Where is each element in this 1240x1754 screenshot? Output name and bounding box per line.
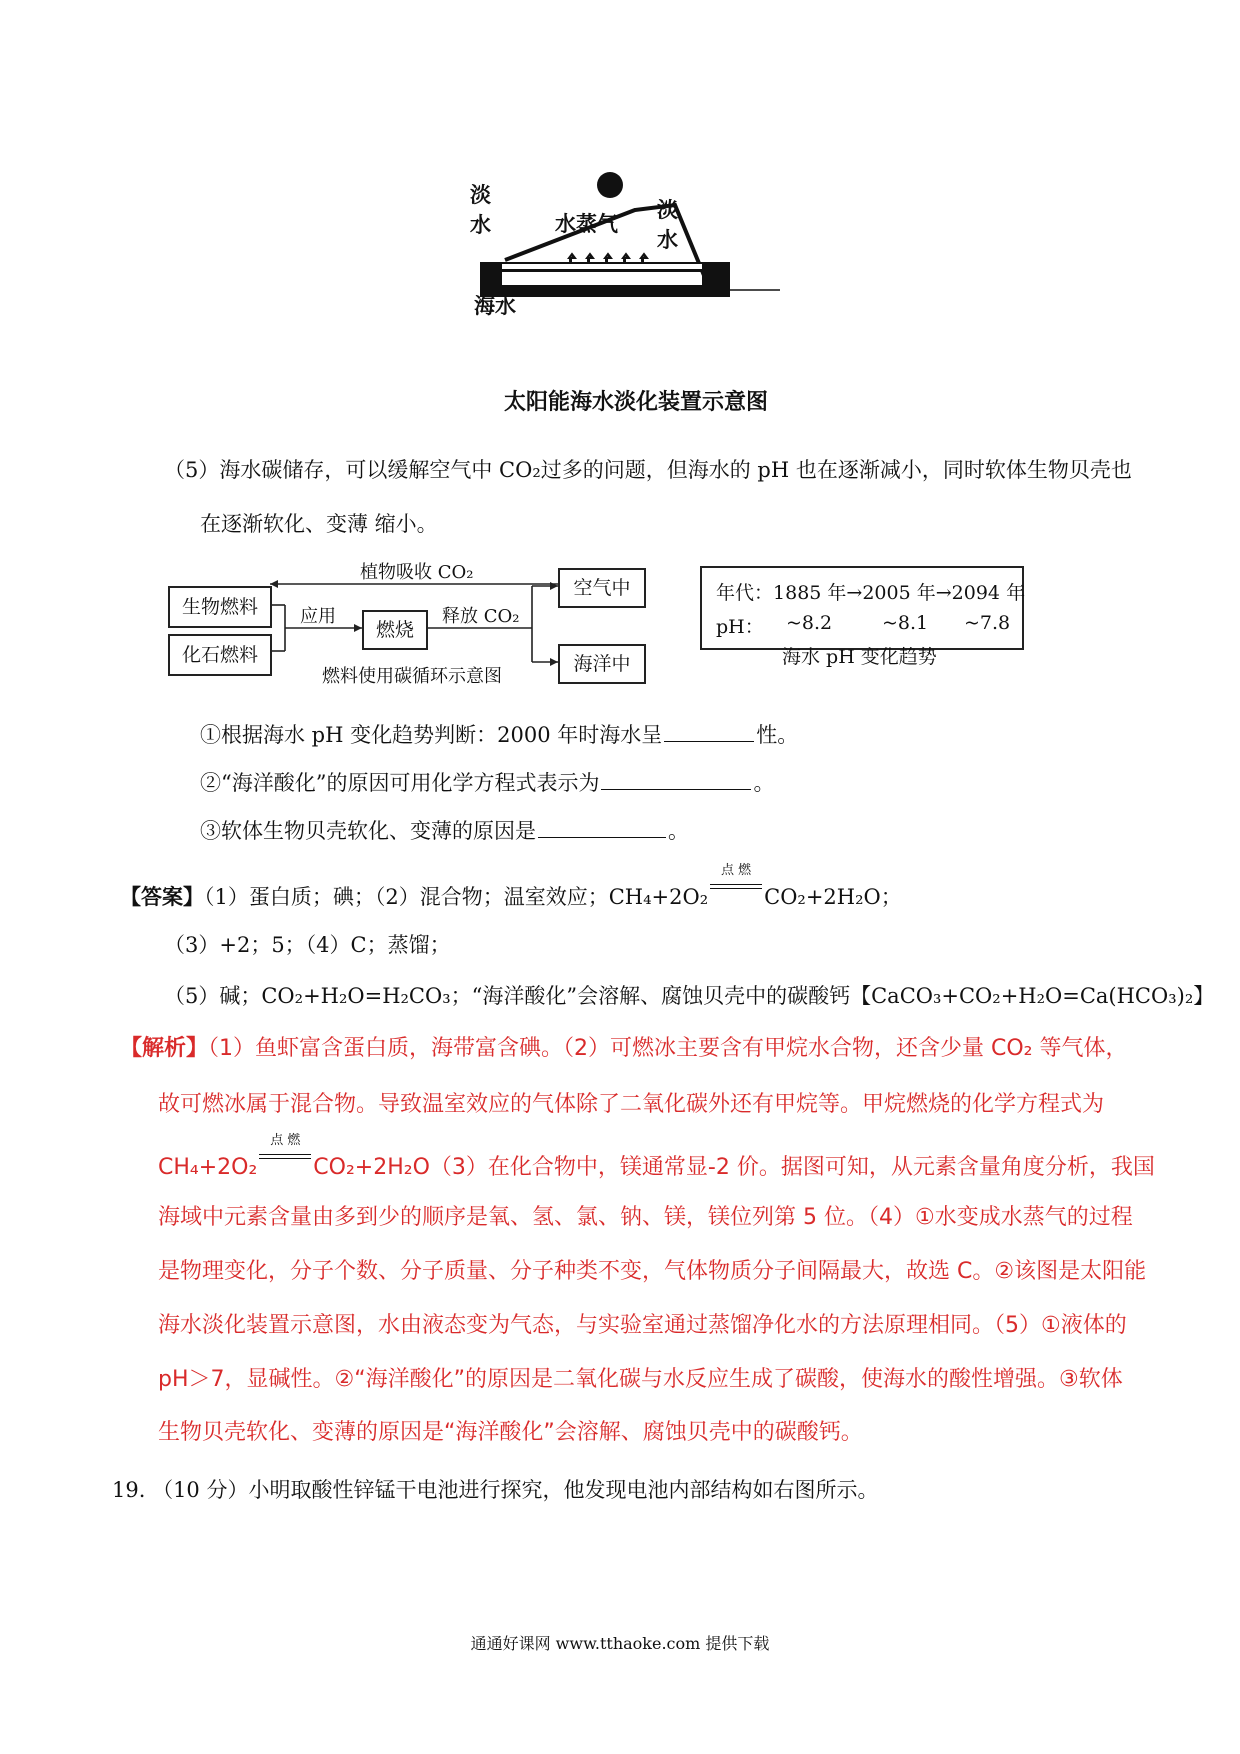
answer-blank-2[interactable] [601,767,751,790]
arrow-icon: → [846,582,863,604]
answer-line2: （3）+2；5；（4）C；蒸馏； [164,933,451,957]
box-air: 空气中 [558,568,646,608]
ph-label: pH： [716,616,764,638]
q5-line2: 在逐渐软化、变薄 缩小。 [200,512,438,536]
label-apply: 应用 [300,606,336,627]
year-1885: 1885 年 [773,582,847,604]
question-19: 19. （10 分）小明取酸性锌锰干电池进行探究，他发现电池内部结构如右图所示。 [112,1478,879,1502]
q5-line1: （5）海水碳储存，可以缓解空气中 CO₂过多的问题，但海水的 pH 也在逐渐减小，同时软体生物贝壳也 [164,458,1132,482]
subq-2: ②“海洋酸化”的原因可用化学方程式表示为 。 [200,767,774,798]
analysis-line4: 海域中元素含量由多到少的顺序是氧、氢、氯、钠、镁，镁位列第 5 位。（4）①水变成水蒸气的过程 [158,1205,1133,1230]
solar-figure-caption: 太阳能海水淡化装置示意图 [504,390,769,415]
answer-line3: （5）碱；CO₂+H₂O=H₂CO₃；“海洋酸化”会溶解、腐蚀贝壳中的碳酸钙【CaCO₃+CO₂+H₂O=Ca(HCO₃)₂】 [164,984,1215,1008]
analysis-line6: 海水淡化装置示意图，水由液态变为气态，与实验室通过蒸馏净化水的方法原理相同。（5）①液体的 [158,1313,1127,1338]
ph-value-2094: ~7.8 [964,612,1011,634]
box-ocean: 海洋中 [558,644,646,684]
year-2005: 2005 年 [862,582,936,604]
analysis-tag: 【解析】 [120,1036,209,1061]
label-fresh-water-left: 淡水 [470,183,491,237]
answer-tag: 【答案】 [120,884,204,909]
analysis-line5: 是物理变化，分子个数、分子质量、分子种类不变，气体物质分子间隔最大，故选 C。②该图是太阳能 [158,1259,1147,1284]
years-label: 年代： [716,582,774,604]
analysis-line1: 【解析】（1）鱼虾富含蛋白质，海带富含碘。（2）可燃冰主要含有甲烷水合物，还含少量 CO₂ 等气体， [120,1036,1128,1061]
answer-line1: 【答案】（1）蛋白质；碘；（2）混合物；温室效应；CH₄+2O₂ 点 燃 CO₂+2H₂O； [120,863,902,909]
ph-trend-caption: 海水 pH 变化趋势 [782,646,937,668]
box-burning: 燃烧 [362,610,428,650]
label-fresh-water-right: 淡水 [657,198,678,252]
ph-value-1885: ~8.2 [786,612,833,634]
subq-1: ①根据海水 pH 变化趋势判断：2000 年时海水呈 性。 [200,719,798,750]
answer-blank-3[interactable] [538,815,666,838]
analysis-line8: 生物贝壳软化、变薄的原因是“海洋酸化”会溶解、腐蚀贝壳中的碳酸钙。 [158,1420,863,1445]
box-biofuel: 生物燃料 [168,586,272,628]
sun-icon [597,172,623,198]
box-fossil-fuel: 化石燃料 [168,634,272,676]
arrow-icon: → [935,582,952,604]
reaction-condition: 点 燃 [708,878,764,904]
answer-blank-1[interactable] [664,719,754,742]
reaction-condition: 点 燃 [257,1148,313,1174]
analysis-line7: pH＞7，显碱性。②“海洋酸化”的原因是二氧化碳与水反应生成了碳酸，使海水的酸性增强。③软体 [158,1367,1123,1392]
page-footer: 通通好课网 www.tthaoke.com 提供下载 [470,1634,770,1653]
ph-value-2005: ~8.1 [882,612,929,634]
analysis-line2: 故可燃冰属于混合物。导致温室效应的气体除了二氧化碳外还有甲烷等。甲烷燃烧的化学方程式为 [158,1092,1105,1117]
label-water-vapor: 水蒸气 [555,212,618,236]
ph-trend-box [700,566,1024,650]
label-release: 释放 CO₂ [442,606,520,627]
label-seawater: 海水 [474,294,516,318]
carbon-cycle-caption: 燃料使用碳循环示意图 [322,666,502,687]
label-plant-absorb: 植物吸收 CO₂ [360,562,474,583]
year-2094: 2094 年 [951,582,1026,604]
analysis-line3: CH₄+2O₂ 点 燃 CO₂+2H₂O（3）在化合物中，镁通常显-2 价。据图可知，从元素含量角度分析，我国 [158,1133,1155,1180]
solar-desalination-figure [470,160,780,360]
solar-device-drawing [480,160,780,360]
subq-3: ③软体生物贝壳软化、变薄的原因是 。 [200,815,689,846]
